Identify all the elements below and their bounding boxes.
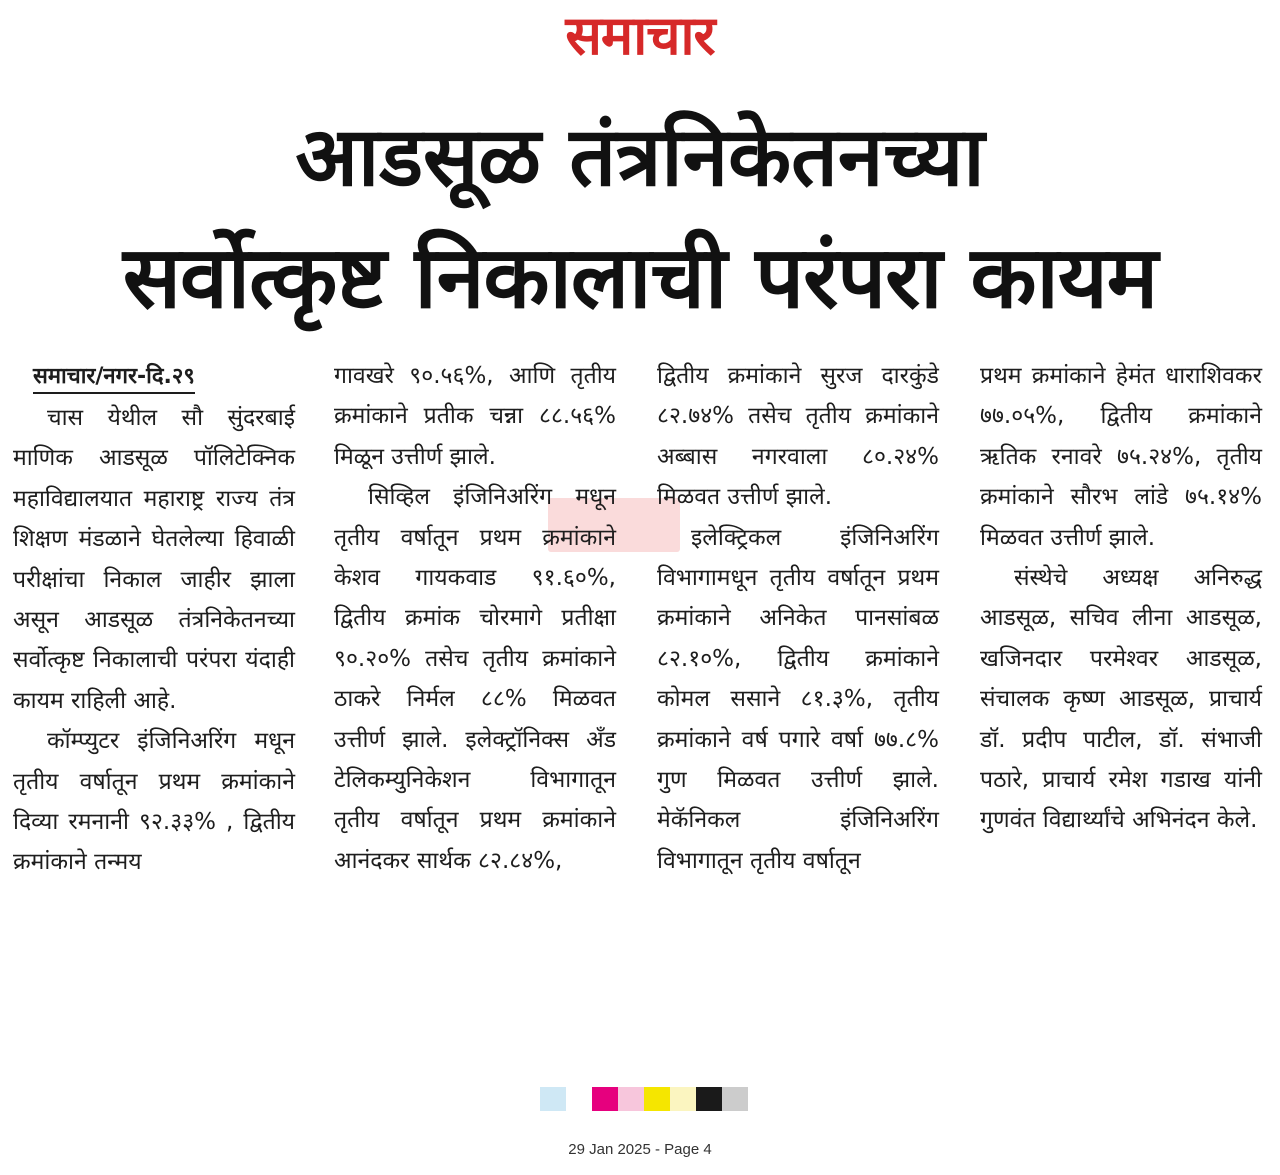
- color-registration-bar: [540, 1087, 748, 1111]
- paragraph: कॉम्प्युटर इंजिनिअरिंग मधून तृतीय वर्षातून प्रथम क्रमांकाने दिव्या रमनानी ९२.३३% , द्वितीय क्रमांकाने तन्मय: [13, 728, 295, 876]
- paragraph: संस्थेचे अध्यक्ष अनिरुद्ध आडसूळ, सचिव लीना आडसूळ, खजिनदार परमेश्वर आडसूळ, संचालक कृष्ण आडसूळ, प्राचार्य डॉ. प्रदीप पाटील, डॉ. संभाजी पठारे, प्राचार्य रमेश गडाख यांनी गुणवंत विद्यार्थ्यांचे अभिनंदन केले.: [980, 565, 1262, 834]
- article-column-2: [334, 356, 616, 881]
- color-swatch: [540, 1087, 566, 1111]
- color-swatch: [566, 1087, 592, 1111]
- paragraph: द्वितीय क्रमांकाने सुरज दारकुंडे ८२.७४% तसेच तृतीय क्रमांकाने अब्बास नगरवाला ८०.२४% मिळवत उत्तीर्ण झाले.: [657, 363, 939, 511]
- article-column-1: [13, 356, 295, 883]
- color-swatch: [618, 1087, 644, 1111]
- headline-line-1: आडसूळ तंत्रनिकेतनच्या: [295, 110, 985, 205]
- article-column-4: [980, 356, 1262, 841]
- color-swatch: [696, 1087, 722, 1111]
- color-swatch: [592, 1087, 618, 1111]
- color-swatch: [670, 1087, 696, 1111]
- article-column-3: [657, 356, 939, 881]
- dateline: समाचार/नगर-दि.२९: [33, 362, 195, 394]
- page-footer: 29 Jan 2025 - Page 4: [568, 1141, 712, 1158]
- paragraph: इलेक्ट्रिकल इंजिनिअरिंग विभागामधून तृतीय वर्षातून प्रथम क्रमांकाने अनिकेत पानसांबळ ८२.१०%, द्वितीय क्रमांकाने कोमल ससाने ८१.३%, तृतीय क्रमांकाने वर्ष पगारे वर्षा ७७.८% गुण मिळवत उत्तीर्ण झाले. मेकॅनिकल इंजिनिअरिंग विभागातून तृतीय वर्षातून: [657, 524, 939, 874]
- color-swatch: [722, 1087, 748, 1111]
- masthead-logo: समाचार: [565, 4, 715, 67]
- color-swatch: [644, 1087, 670, 1111]
- paragraph: सिव्हिल इंजिनिअरिंग मधून तृतीय वर्षातून प्रथम क्रमांकाने केशव गायकवाड ९१.६०%, द्वितीय क्रमांक चोरमागे प्रतीक्षा ९०.२०% तसेच तृतीय क्रमांकाने ठाकरे निर्मल ८८% मिळवत उत्तीर्ण झाले. इलेक्ट्रॉनिक्स अँड टेलिकम्युनिकेशन विभागातून तृतीय वर्षातून प्रथम क्रमांकाने आनंदकर सार्थक ८२.८४%,: [334, 484, 616, 874]
- headline-line-2: सर्वोत्कृष्ट निकालाची परंपरा कायम: [122, 228, 1158, 328]
- paragraph: चास येथील सौ सुंदरबाई माणिक आडसूळ पॉलिटेक्निक महाविद्यालयात महाराष्ट्र राज्य तंत्र शिक्षण मंडळाने घेतलेल्या हिवाळी परीक्षांचा निकाल जाहीर झाला असून आडसूळ तंत्रनिकेतनच्या सर्वोत्कृष्ट निकालाची परंपरा यंदाही कायम राहिली आहे.: [13, 405, 295, 714]
- paragraph: प्रथम क्रमांकाने हेमंत धाराशिवकर ७७.०५%, द्वितीय क्रमांकाने ऋतिक रनावरे ७५.२४%, तृतीय क्रमांकाने सौरभ लांडे ७५.१४% मिळवत उत्तीर्ण झाले.: [980, 363, 1262, 551]
- paragraph: गावखरे ९०.५६%, आणि तृतीय क्रमांकाने प्रतीक चन्ना ८८.५६% मिळून उत्तीर्ण झाले.: [334, 363, 616, 470]
